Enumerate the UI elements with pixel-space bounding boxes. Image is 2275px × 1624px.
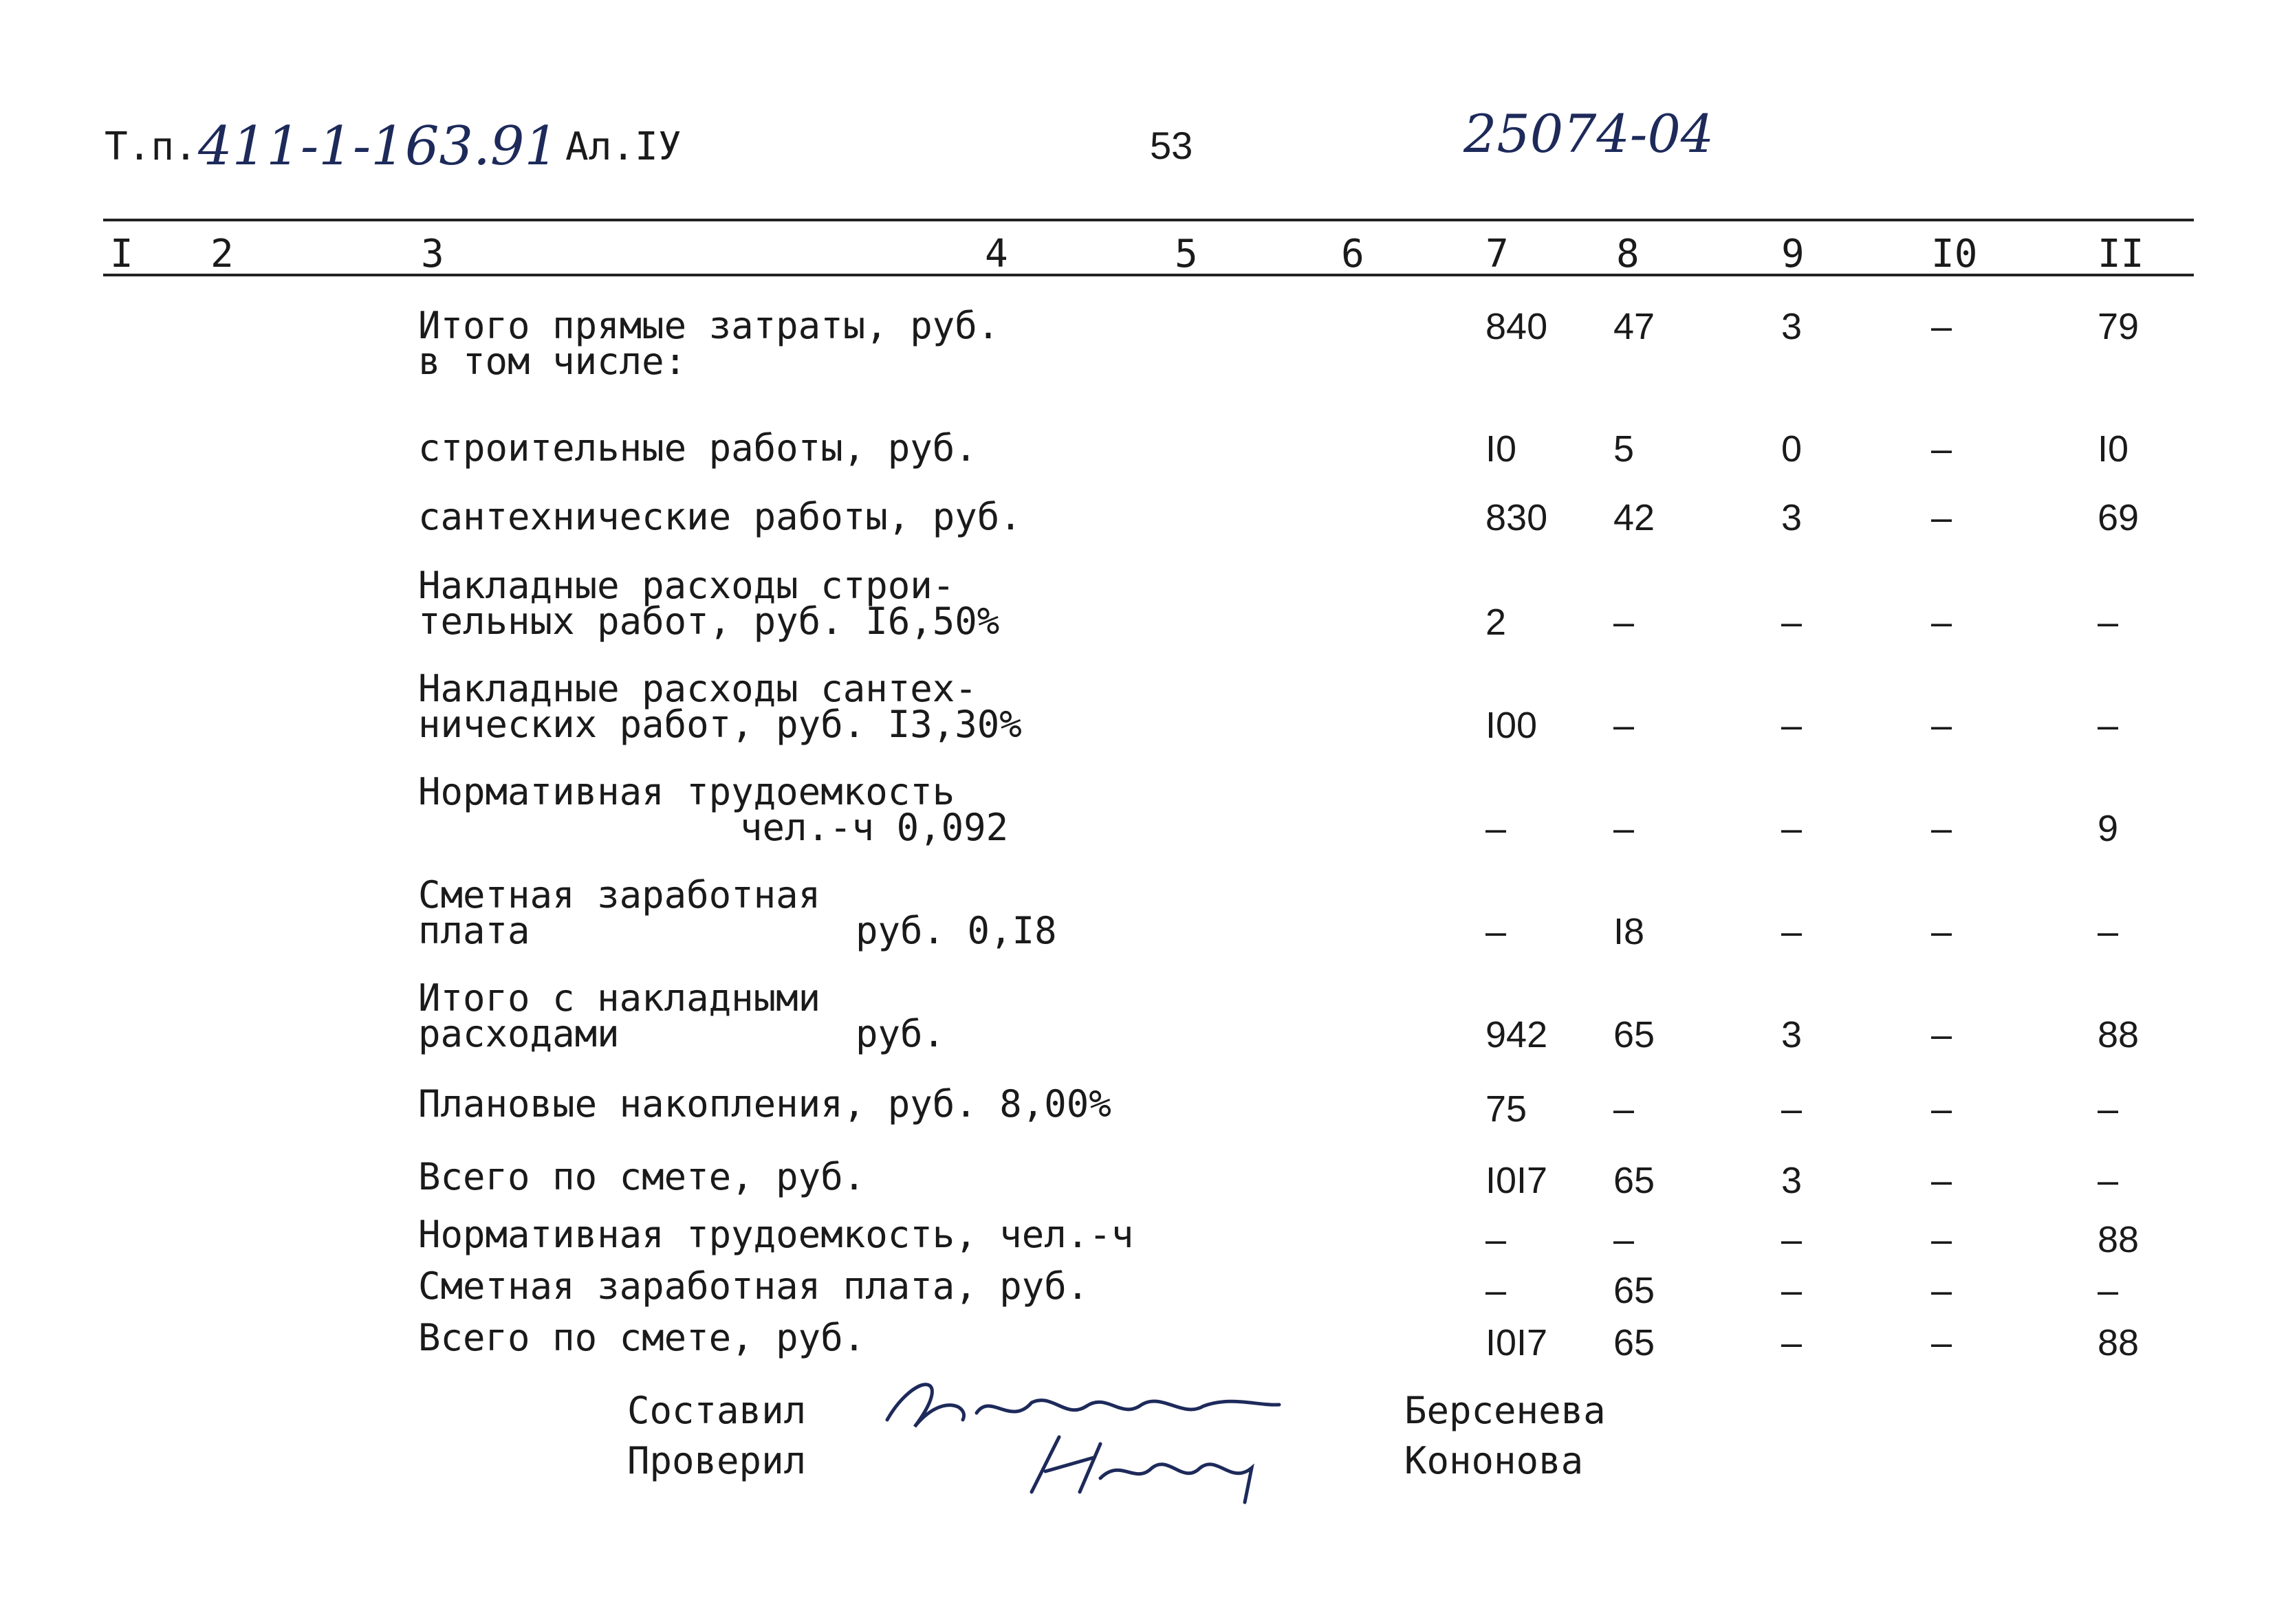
column-number: 3 [421, 232, 444, 276]
cell-c10: – [1931, 306, 1952, 347]
cell-c10: – [1931, 1219, 1952, 1260]
row-label: Плановые накопления, руб. 8,00% [418, 1082, 1111, 1126]
cell-c11: – [2098, 911, 2119, 952]
cell-c7: I0I7 [1485, 1322, 1548, 1363]
cell-c9: – [1781, 808, 1803, 849]
cell-c11: – [2098, 705, 2119, 746]
cell-c8: – [1613, 705, 1635, 746]
page-number: 53 [1150, 124, 1193, 167]
cell-c9: 3 [1781, 497, 1803, 538]
row-label: Сметная заработная [418, 873, 821, 917]
cell-c8: 47 [1613, 306, 1655, 347]
signature-name-checked: Кононова [1404, 1439, 1584, 1482]
cell-c11: 88 [2098, 1322, 2140, 1363]
cell-c8: 65 [1613, 1014, 1655, 1055]
row-label: Всего по смете, руб. [418, 1316, 866, 1359]
row-label: расходами [418, 1012, 620, 1055]
cell-c7: – [1485, 808, 1507, 849]
row-label: Нормативная трудоемкость, чел.-ч [418, 1213, 1134, 1256]
row-label: Сметная заработная плата, руб. [418, 1264, 1089, 1308]
cell-c9: – [1781, 602, 1803, 643]
cell-c10: – [1931, 808, 1952, 849]
row-label: Накладные расходы сантех- [418, 667, 977, 710]
cell-c8: I8 [1613, 911, 1645, 952]
cell-c10: – [1931, 1160, 1952, 1201]
cell-c11: – [2098, 602, 2119, 643]
cell-c7: 840 [1485, 306, 1548, 347]
column-number: 9 [1781, 232, 1805, 276]
cell-c10: – [1931, 497, 1952, 538]
cell-c10: – [1931, 1322, 1952, 1363]
cell-c11: 88 [2098, 1219, 2140, 1260]
cell-c8: 5 [1613, 428, 1635, 470]
cell-c10: – [1931, 1014, 1952, 1055]
cell-c9: – [1781, 911, 1803, 952]
cell-c7: I0 [1485, 428, 1517, 470]
cell-c9: – [1781, 1219, 1803, 1260]
signature-name-compiled: Берсенева [1404, 1389, 1606, 1432]
cell-c10: – [1931, 1088, 1952, 1130]
cell-c11: – [2098, 1270, 2119, 1311]
cell-c9: – [1781, 1270, 1803, 1311]
handwritten-signature-compiled [873, 1365, 1286, 1440]
cell-c10: – [1931, 428, 1952, 470]
row-suffix: руб. 0,I8 [856, 909, 1057, 952]
cell-c11: – [2098, 1160, 2119, 1201]
cell-c8: – [1613, 602, 1635, 643]
column-number: 7 [1485, 232, 1509, 276]
doc-prefix: Т.п. [105, 124, 197, 169]
row-label: тельных работ, руб. I6,50% [418, 600, 1000, 643]
cell-c11: – [2098, 1088, 2119, 1130]
row-label: сантехнические работы, руб. [418, 495, 1022, 538]
album-label: Ал.IУ [565, 124, 682, 169]
cell-c9: – [1781, 1088, 1803, 1130]
cell-c9: 3 [1781, 306, 1803, 347]
cell-c7: – [1485, 1219, 1507, 1260]
cell-c9: 0 [1781, 428, 1803, 470]
cell-c9: 3 [1781, 1160, 1803, 1201]
cell-c7: 830 [1485, 497, 1548, 538]
row-label: строительные работы, руб. [418, 426, 977, 470]
cell-c9: – [1781, 705, 1803, 746]
cell-c8: – [1613, 1088, 1635, 1130]
cell-c7: 75 [1485, 1088, 1527, 1130]
header-rule-top [103, 219, 2194, 221]
row-label: Накладные расходы строи- [418, 564, 955, 607]
row-label: плата [418, 909, 530, 952]
cell-c8: – [1613, 1219, 1635, 1260]
cell-c7: – [1485, 911, 1507, 952]
cell-c11: 9 [2098, 808, 2119, 849]
code-handwritten: 25074-04 [1463, 103, 1715, 164]
column-number: I0 [1931, 232, 1978, 276]
cell-c7: 942 [1485, 1014, 1548, 1055]
handwritten-signature-checked [1018, 1430, 1279, 1506]
cell-c9: – [1781, 1322, 1803, 1363]
cell-c9: 3 [1781, 1014, 1803, 1055]
cell-c7: I00 [1485, 705, 1538, 746]
row-label: Всего по смете, руб. [418, 1155, 866, 1198]
cell-c11: 88 [2098, 1014, 2140, 1055]
cell-c8: 65 [1613, 1322, 1655, 1363]
cell-c11: 69 [2098, 497, 2140, 538]
row-suffix: руб. [856, 1012, 946, 1055]
row-label: в том числе: [418, 340, 687, 383]
column-number: 6 [1341, 232, 1364, 276]
cell-c10: – [1931, 1270, 1952, 1311]
signature-role-compiled: Составил [627, 1389, 807, 1432]
cell-c10: – [1931, 705, 1952, 746]
row-label: Нормативная трудоемкость [418, 770, 955, 813]
cell-c7: I0I7 [1485, 1160, 1548, 1201]
column-number: I [110, 232, 133, 276]
cell-c11: 79 [2098, 306, 2140, 347]
cell-c8: 42 [1613, 497, 1655, 538]
column-number: 5 [1175, 232, 1198, 276]
cell-c7: 2 [1485, 602, 1507, 643]
cell-c7: – [1485, 1270, 1507, 1311]
column-number: 8 [1616, 232, 1640, 276]
column-number: 2 [210, 232, 234, 276]
row-label: Итого с накладными [418, 976, 821, 1020]
column-number: 4 [985, 232, 1008, 276]
signature-role-checked: Проверил [627, 1439, 807, 1482]
row-label: нических работ, руб. I3,30% [418, 703, 1022, 746]
cell-c10: – [1931, 911, 1952, 952]
cell-c8: 65 [1613, 1160, 1655, 1201]
cell-c11: I0 [2098, 428, 2129, 470]
header-rule-bottom [103, 274, 2194, 276]
cell-c8: 65 [1613, 1270, 1655, 1311]
row-label: Итого прямые затраты, руб. [418, 304, 1000, 347]
cell-c10: – [1931, 602, 1952, 643]
row-label: чел.-ч 0,092 [740, 806, 1009, 849]
cell-c8: – [1613, 808, 1635, 849]
doc-number-handwritten: 411-1-163.91 [198, 116, 559, 177]
column-number: II [2098, 232, 2144, 276]
